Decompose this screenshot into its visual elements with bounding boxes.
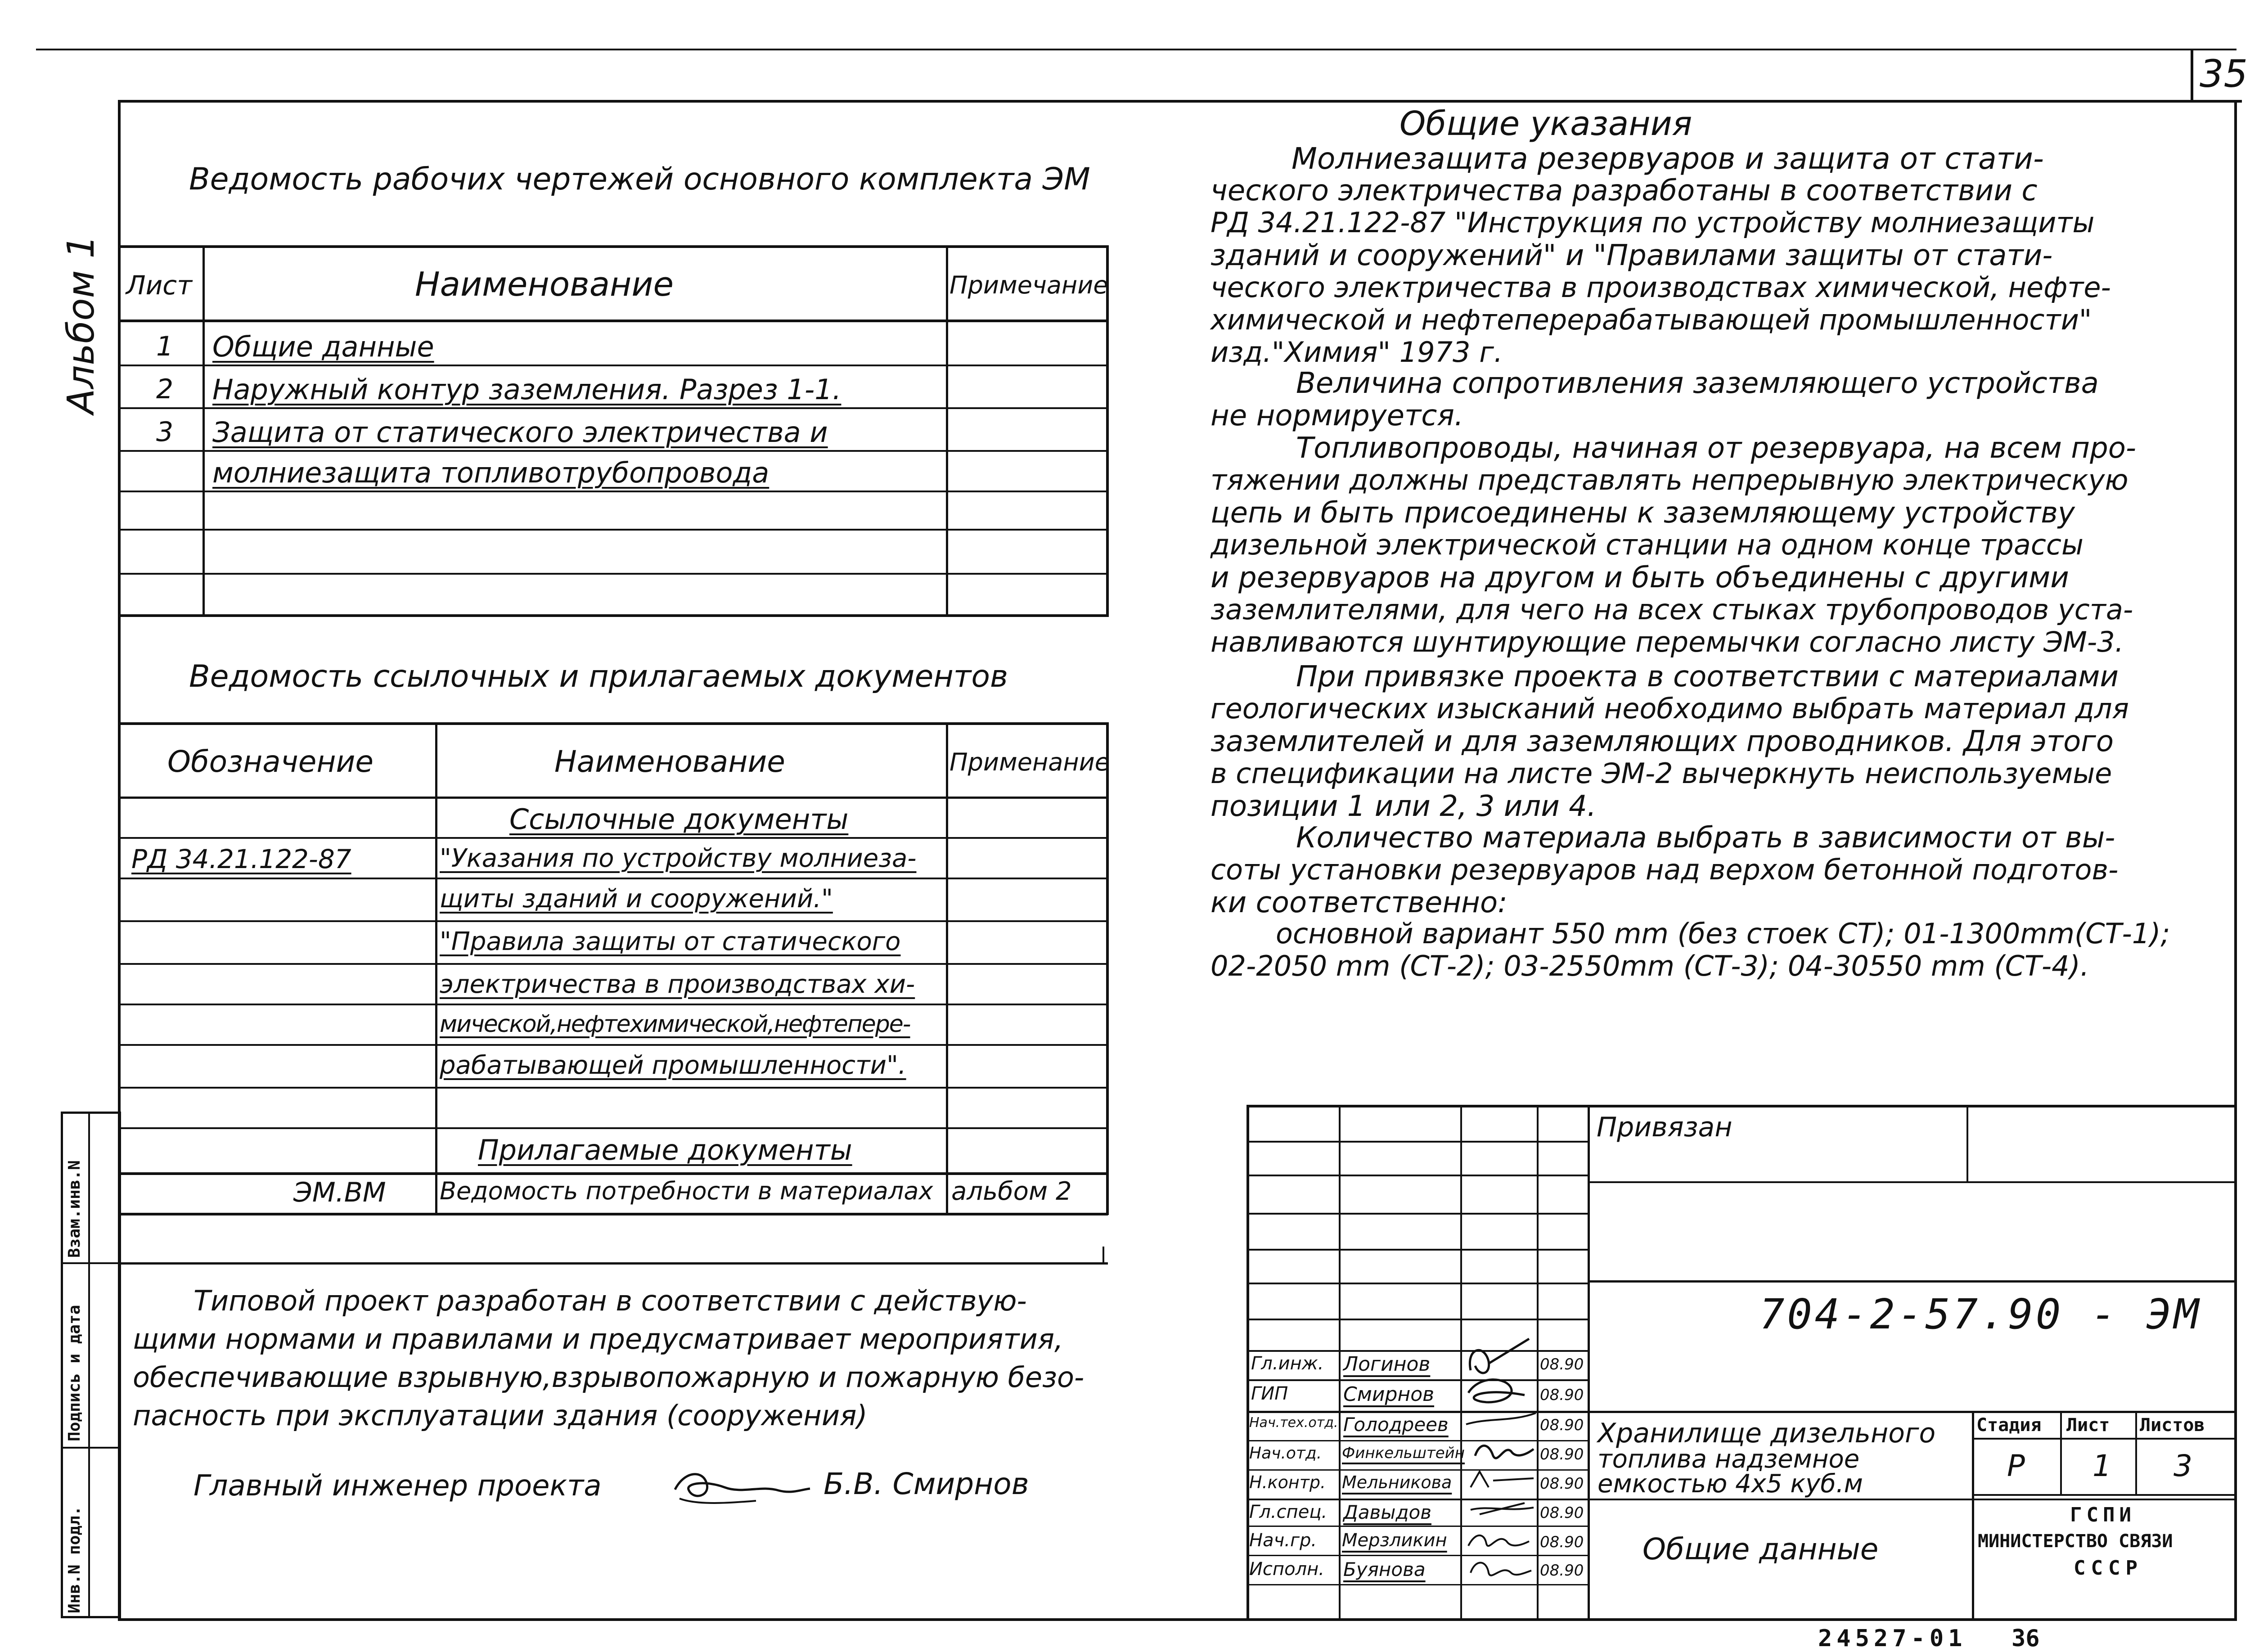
dt-row-4-name: молниезащита топливотрубопровода — [212, 456, 770, 489]
sig-date-7: 08.90 — [1540, 1533, 1584, 1551]
standards-top — [118, 1262, 1108, 1265]
sig-name-7: Мерзликин — [1342, 1530, 1447, 1551]
documents-list-title: Ведомость ссылочных и прилагаемых документов — [189, 659, 1008, 694]
drawings-list-title: Ведомость рабочих чертежей основного комплекта ЭМ — [189, 162, 1090, 197]
doc-row-6 — [118, 1044, 1108, 1046]
dt-col-2 — [946, 245, 948, 617]
chief-engineer-label: Главный инженер проекта — [194, 1469, 602, 1503]
notes-line: При привязке проекта в соответствии с материалами — [1296, 660, 2119, 693]
notes-line: основной вариант 550 mm (без стоек СТ); 01-1300mm(СТ-1); — [1276, 917, 2170, 950]
dt-row-5 — [118, 529, 1108, 531]
doc-header-name: Наименование — [554, 744, 785, 779]
dt-row-2-name: Наружный контур заземления. Разрез 1-1. — [212, 373, 842, 406]
side-stamp-sep-2 — [63, 1262, 119, 1264]
dt-bottom — [118, 614, 1108, 617]
tb-grid-h9 — [1246, 1411, 2236, 1413]
documents-table — [118, 722, 1108, 1222]
doc-attached-right — [1106, 1170, 1109, 1215]
side-stamp-signature: Подпись и дата — [65, 1305, 84, 1441]
notes-line: Количество материала выбрать в зависимости от вы- — [1296, 821, 2115, 855]
doc-col-1 — [435, 722, 437, 1175]
sig-role-3: Нач.тех.отд. — [1249, 1415, 1338, 1431]
dt-row-6 — [118, 573, 1108, 575]
dt-row-3 — [118, 450, 1108, 452]
tb-sheet-header: Лист — [2066, 1415, 2110, 1436]
doc-attached-note: альбом 2 — [951, 1177, 1072, 1206]
doc-attached-name: Ведомость потребности в материалах — [440, 1177, 933, 1205]
doc-attached-col-1 — [435, 1170, 437, 1215]
tb-stage-value: Р — [2007, 1449, 2025, 1483]
sig-role-8: Исполн. — [1249, 1559, 1324, 1580]
tb-stage-divider — [1972, 1411, 1974, 1620]
doc-attached-code: ЭМ.ВМ — [293, 1177, 386, 1208]
doc-attached-col-2 — [946, 1170, 948, 1215]
fold-mark — [1102, 1247, 1104, 1265]
doc-rd-line-2: щиты зданий и сооружений." — [440, 884, 833, 914]
sig-role-4: Нач.отд. — [1249, 1444, 1322, 1463]
tb-object-line-2: топлива надземное — [1598, 1445, 1860, 1474]
side-stamp — [61, 1112, 121, 1618]
footer-page: 36 — [2012, 1625, 2040, 1652]
doc-header-usage: Применание — [950, 748, 1110, 776]
notes-line: ческого электричества разработаны в соответствии с — [1210, 174, 2038, 207]
standards-line-4: пасность при эксплуатации здания (сооружения) — [133, 1399, 868, 1432]
sig-role-2: ГИП — [1251, 1383, 1288, 1404]
dt-top — [118, 245, 1108, 248]
dt-col-1 — [202, 245, 205, 617]
tb-stage-head-bottom — [1972, 1438, 2236, 1440]
doc-rules-line-2: электричества в производствах хи- — [440, 970, 915, 999]
tb-object-line-1: Хранилище дизельного — [1598, 1418, 1936, 1449]
notes-line: изд."Химия" 1973 г. — [1210, 336, 1503, 369]
tb-stage-col-2 — [2135, 1411, 2137, 1495]
tb-sheet-value: 1 — [2092, 1449, 2111, 1483]
tb-stage-col-1 — [2060, 1411, 2062, 1495]
dt-row-2-sheet: 2 — [156, 374, 174, 405]
doc-top — [118, 722, 1108, 725]
title-block — [1246, 1105, 2236, 1620]
doc-rd-line-1: "Указания по устройству молниеза- — [440, 844, 917, 873]
doc-rules-line-3: мической,нефтехимической,нефтепере- — [440, 1011, 910, 1038]
doc-rules-line-4: рабатывающей промышленности". — [440, 1051, 906, 1080]
sig-name-2: Смирнов — [1343, 1383, 1435, 1406]
chief-signature — [666, 1463, 814, 1512]
notes-line: заземлителей и для заземляющих проводников. Для этого — [1210, 725, 2114, 758]
dt-row-3-name: Защита от статического электричества и — [212, 416, 828, 449]
tb-mid-line — [1588, 1280, 2236, 1283]
tb-org-line-2: МИНИСТЕРСТВО СВЯЗИ — [1978, 1531, 2173, 1552]
dt-row-2 — [118, 407, 1108, 409]
sig-name-8: Буянова — [1343, 1558, 1426, 1580]
dt-row-4 — [118, 491, 1108, 492]
notes-line: в спецификации на листе ЭМ-2 вычеркнуть неиспользуемые — [1210, 757, 2112, 790]
sig-role-1: Гл.инж. — [1251, 1353, 1324, 1374]
tb-org-line-1: ГСПИ — [2070, 1503, 2136, 1526]
tb-bound-bottom — [1588, 1181, 2236, 1183]
notes-line: навливаются шунтирующие перемычки согласно листу ЭМ-3. — [1210, 626, 2124, 658]
sig-role-5: Н.контр. — [1249, 1472, 1326, 1492]
notes-line: тяжении должны представлять непрерывную электрическую — [1210, 464, 2128, 496]
dt-row-1-name: Общие данные — [212, 330, 434, 363]
notes-line: цепь и быть присоединены к заземляющему устройству — [1210, 496, 2075, 530]
signature-scribbles — [1462, 1321, 1538, 1618]
notes-line: соты установки резервуаров над верхом бетонной подготов- — [1210, 853, 2119, 886]
sig-role-6: Гл.спец. — [1249, 1502, 1328, 1522]
sig-date-3: 08.90 — [1540, 1416, 1584, 1434]
dt-row-3-sheet: 3 — [156, 416, 174, 448]
doc-row-3 — [118, 920, 1108, 922]
standards-line-3: обеспечивающие взрывную,взрывопожарную и пожарную безо- — [133, 1361, 1084, 1394]
doc-bottom — [118, 1172, 1108, 1175]
notes-line: и резервуаров на другом и быть объединены с другими — [1210, 561, 2069, 594]
drawings-table — [118, 245, 1108, 619]
dt-header-note: Примечание — [950, 271, 1108, 299]
notes-line: Топливопроводы, начиная от резервуара, на всем про- — [1296, 432, 2136, 465]
dt-header-name: Наименование — [415, 265, 674, 304]
sig-role-7: Нач.гр. — [1249, 1530, 1317, 1551]
footer-code: 24527-01 — [1818, 1625, 1967, 1652]
sig-date-5: 08.90 — [1540, 1475, 1584, 1493]
doc-rd-code: РД 34.21.122-87 — [131, 844, 351, 874]
dt-row-1 — [118, 365, 1108, 366]
side-stamp-sep-1 — [63, 1447, 119, 1449]
doc-row-8 — [118, 1127, 1108, 1129]
notes-line: химической и нефтеперерабатывающей промышленности" — [1210, 303, 2092, 336]
doc-attached-header: Прилагаемые документы — [478, 1134, 852, 1166]
notes-line: позиции 1 или 2, 3 или 4. — [1210, 790, 1597, 823]
sig-date-1: 08.90 — [1540, 1355, 1584, 1373]
tb-sheets-header: Листов — [2140, 1415, 2205, 1436]
sig-date-2: 08.90 — [1540, 1386, 1584, 1404]
tb-bound-label: Привязан — [1597, 1112, 1732, 1143]
chief-engineer-name: Б.В. Смирнов — [824, 1467, 1029, 1501]
notes-line: Молниезащита резервуаров и защита от стати- — [1292, 141, 2044, 176]
tb-bound-divider — [1966, 1105, 1968, 1183]
tb-code: 704-2-57.90 - ЭМ — [1760, 1290, 2202, 1338]
sig-name-3: Голодреев — [1343, 1413, 1449, 1436]
sig-name-1: Логинов — [1343, 1353, 1431, 1376]
sheet-number: 35 — [2200, 52, 2248, 96]
standards-line-1: Типовой проект разработан в соответствии с действую- — [194, 1284, 1027, 1317]
album-label: Альбом 1 — [60, 235, 103, 414]
notes-line: Величина сопротивления заземляющего устройства — [1296, 367, 2099, 400]
doc-rules-line-1: "Правила защиты от статического — [440, 927, 901, 956]
top-rule — [36, 49, 2236, 50]
tb-sheets-value: 3 — [2174, 1449, 2192, 1483]
doc-head-bottom — [118, 797, 1108, 799]
general-notes-title: Общие указания — [1400, 104, 1692, 143]
doc-row-4 — [118, 963, 1108, 965]
number-box-left — [2191, 49, 2193, 103]
notes-line: ки соответственно: — [1210, 886, 1508, 919]
frame-top — [118, 100, 2242, 103]
tb-sheet-title: Общие данные — [1642, 1532, 1879, 1566]
notes-line: РД 34.21.122-87 "Инструкция по устройству молниезащиты — [1210, 206, 2095, 239]
tb-object-line-3: емкостью 4х5 куб.м — [1598, 1469, 1863, 1499]
tb-stage-values-bottom — [1972, 1494, 2236, 1496]
standards-line-2: щими нормами и правилами и предусматривает мероприятия, — [133, 1323, 1063, 1355]
tb-grid-v1 — [1339, 1105, 1341, 1620]
dt-row-1-sheet: 1 — [156, 331, 174, 362]
tb-org-line-3: СССР — [2074, 1557, 2143, 1580]
doc-row-1 — [118, 837, 1108, 839]
sig-date-8: 08.90 — [1540, 1562, 1584, 1580]
side-stamp-replace: Взам.инв.N — [65, 1160, 84, 1258]
doc-header-code: Обозначение — [167, 744, 374, 779]
notes-line: дизельной электрической станции на одном конце трассы — [1210, 528, 2084, 561]
dt-header-sheet: Лист — [126, 270, 192, 301]
tb-grid-h12 — [1246, 1499, 2236, 1500]
doc-row-2 — [118, 878, 1108, 879]
sig-name-5: Мельникова — [1342, 1472, 1452, 1492]
side-stamp-inv: Инв.N подл. — [65, 1506, 84, 1613]
doc-row-7 — [118, 1087, 1108, 1089]
notes-line: 02-2050 mm (СТ-2); 03-2550mm (СТ-3); 04-30550 mm (СТ-4). — [1210, 950, 2089, 982]
tb-top — [1246, 1105, 2236, 1107]
notes-line: геологических изысканий необходимо выбрать материал для — [1210, 692, 2129, 725]
doc-row-5 — [118, 1004, 1108, 1005]
notes-line: зданий и сооружений" и "Правилами защиты от стати- — [1210, 239, 2053, 272]
doc-col-2 — [946, 722, 948, 1175]
notes-line: не нормируется. — [1210, 399, 1464, 432]
doc-referenced-header: Ссылочные документы — [509, 803, 849, 836]
doc-attached-bottom — [118, 1213, 1108, 1215]
notes-line: ческого электричества в производствах химической, нефте- — [1210, 271, 2111, 304]
general-notes-body — [1210, 141, 2228, 982]
dt-right — [1106, 245, 1109, 617]
dt-head-bottom — [118, 320, 1108, 322]
side-stamp-divider — [88, 1114, 90, 1616]
sig-name-4: Финкельштейн — [1342, 1444, 1465, 1462]
sig-date-4: 08.90 — [1540, 1445, 1584, 1463]
tb-stage-header: Стадия — [1976, 1415, 2042, 1436]
doc-right — [1106, 722, 1109, 1175]
notes-line: заземлителями, для чего на всех стыках трубопроводов уста- — [1210, 593, 2133, 626]
sig-date-6: 08.90 — [1540, 1504, 1584, 1522]
sig-name-6: Давыдов — [1343, 1501, 1431, 1523]
